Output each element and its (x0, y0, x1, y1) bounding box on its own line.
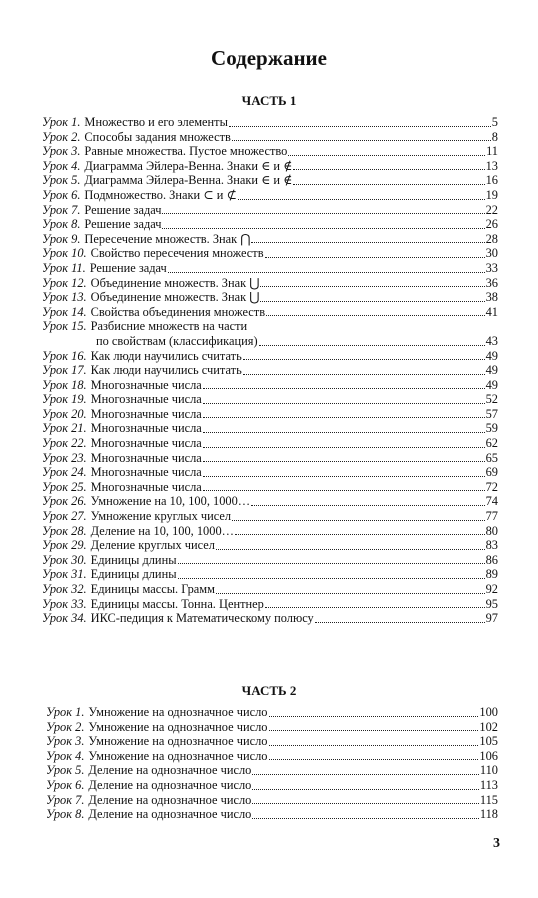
dot-leader (229, 125, 491, 127)
dot-leader (216, 592, 485, 594)
dot-leader (232, 139, 491, 141)
entry-page: 102 (479, 719, 498, 734)
lesson-number: Урок 30. (42, 552, 87, 567)
entry-page: 13 (485, 158, 498, 173)
entry-title: Многозначные числа (90, 450, 202, 465)
lesson-number: Урок 2. (46, 719, 85, 734)
lesson-number: Урок 2. (42, 129, 81, 144)
toc-entry (42, 319, 498, 334)
toc-entry (42, 378, 498, 393)
dot-leader (252, 788, 479, 790)
lesson-number: Урок 27. (42, 509, 87, 524)
entry-page: 49 (485, 377, 498, 392)
dot-leader (203, 475, 485, 477)
entry-page: 62 (485, 436, 498, 451)
entry-title: Многозначные числа (90, 465, 202, 480)
entry-page: 86 (485, 552, 498, 567)
toc-entry (42, 611, 498, 626)
toc-entry (42, 232, 498, 247)
entry-page: 59 (485, 421, 498, 436)
entry-title: Деление на 10, 100, 1000… (90, 523, 235, 538)
toc-entry (42, 567, 498, 582)
dot-leader (265, 256, 485, 258)
entry-title: Диаграмма Эйлера-Венна. Знаки ∈ и ∉ (84, 173, 293, 188)
entry-page: 80 (485, 523, 498, 538)
toc-entry (42, 524, 498, 539)
dot-leader (203, 402, 485, 404)
entry-title: ИКС-педиция к Математическому полюсу (90, 611, 314, 626)
entry-page: 77 (485, 509, 498, 524)
lesson-number: Урок 33. (42, 596, 87, 611)
entry-title: Решение задач (84, 202, 162, 217)
lesson-number: Урок 25. (42, 479, 87, 494)
dot-leader (315, 621, 485, 623)
entry-title: Деление на однозначное число (88, 792, 252, 807)
toc-entry (42, 290, 498, 305)
entry-page: 115 (479, 792, 498, 807)
lesson-number: Урок 19. (42, 392, 87, 407)
entry-page: 106 (479, 748, 498, 763)
entry-page: 52 (485, 392, 498, 407)
part-1-heading: ЧАСТЬ 1 (241, 93, 297, 108)
toc-entry (42, 465, 498, 480)
entry-title-continuation: по свойствам (классификация) (96, 333, 258, 348)
dot-leader (235, 533, 485, 535)
entry-title: Свойство пересечения множеств (90, 246, 264, 261)
entry-page: 11 (486, 144, 498, 159)
lesson-number: Урок 31. (42, 567, 87, 582)
dot-leader (216, 548, 485, 550)
dot-leader (288, 154, 485, 156)
entry-page: 41 (485, 304, 498, 319)
entry-page: 28 (485, 231, 498, 246)
dot-leader (269, 715, 479, 717)
toc-entry (42, 159, 498, 174)
toc-entry (46, 807, 498, 822)
lesson-number: Урок 20. (42, 406, 87, 421)
lesson-number: Урок 29. (42, 538, 87, 553)
toc-entry (42, 144, 498, 159)
lesson-number: Урок 28. (42, 523, 87, 538)
dot-leader (251, 504, 484, 506)
entry-title: Единицы длины (90, 567, 177, 582)
toc-entry (42, 582, 498, 597)
lesson-number: Урок 13. (42, 290, 87, 305)
toc-entry (42, 392, 498, 407)
entry-title: Объединение множеств. Знак ⋃ (90, 275, 260, 290)
toc-entry (42, 421, 498, 436)
dot-leader (203, 489, 485, 491)
entry-title: Способы задания множеств (84, 129, 231, 144)
toc-entry (42, 305, 498, 320)
lesson-number: Урок 9. (42, 231, 81, 246)
entry-title: Деление на однозначное число (88, 807, 252, 822)
page-title: Содержание (211, 46, 327, 70)
part-2-heading: ЧАСТЬ 2 (241, 683, 297, 698)
dot-leader (252, 773, 479, 775)
toc-entry (46, 720, 498, 735)
lesson-number: Урок 12. (42, 275, 87, 290)
toc-entry (46, 705, 498, 720)
toc-entry (42, 188, 498, 203)
dot-leader (162, 227, 484, 229)
lesson-number: Урок 3. (42, 144, 81, 159)
lesson-number: Урок 16. (42, 348, 87, 363)
dot-leader (162, 212, 484, 214)
entry-title: Подмножество. Знаки ⊂ и ⊄ (84, 187, 237, 202)
entry-page: 26 (485, 217, 498, 232)
lesson-number: Урок 21. (42, 421, 87, 436)
dot-leader (203, 431, 485, 433)
entry-title: Умножение на 10, 100, 1000… (90, 494, 251, 509)
entry-title: Пересечение множеств. Знак ⋂ (84, 231, 251, 246)
page-number: 3 (493, 836, 500, 851)
lesson-number: Урок 1. (46, 705, 85, 719)
toc-entry-continuation (42, 334, 498, 349)
entry-title: Как люди научились считать (90, 348, 242, 363)
entry-page: 69 (485, 465, 498, 480)
dot-leader (269, 729, 479, 731)
toc-entry (46, 749, 498, 764)
toc-entry (42, 451, 498, 466)
entry-page: 95 (485, 596, 498, 611)
dot-leader (232, 519, 484, 521)
dot-leader (203, 446, 485, 448)
toc-entry (42, 509, 498, 524)
lesson-number: Урок 11. (42, 260, 86, 275)
toc-entry (42, 115, 498, 130)
entry-title: Умножение на однозначное число (88, 705, 268, 719)
entry-page: 8 (491, 129, 498, 144)
entry-page: 97 (485, 611, 498, 626)
entry-page: 92 (485, 582, 498, 596)
entry-page: 5 (491, 115, 498, 129)
lesson-number: Урок 24. (42, 465, 87, 480)
entry-title: Единицы длины (90, 552, 177, 567)
entry-page: 22 (485, 202, 498, 217)
dot-leader (243, 373, 485, 375)
entry-title: Умножение круглых чисел (90, 509, 232, 524)
entry-page: 65 (485, 450, 498, 465)
dot-leader (265, 606, 485, 608)
entry-page: 74 (485, 494, 498, 509)
lesson-number: Урок 6. (42, 187, 81, 202)
toc-entry (42, 217, 498, 232)
entry-title: Объединение множеств. Знак ⋃ (90, 290, 260, 305)
dot-leader (259, 344, 485, 346)
entry-page: 83 (485, 538, 498, 553)
dot-leader (238, 198, 485, 200)
dot-leader (293, 183, 484, 185)
entry-title: Решение задач (89, 260, 167, 275)
dot-leader (266, 314, 485, 316)
entry-title: Умножение на однозначное число (88, 748, 268, 763)
lesson-number: Урок 10. (42, 246, 87, 261)
entry-page: 100 (479, 705, 498, 719)
toc-entry (42, 597, 498, 612)
dot-leader (269, 744, 479, 746)
toc-part-1 (42, 115, 498, 626)
lesson-number: Урок 8. (42, 217, 81, 232)
dot-leader (203, 416, 485, 418)
lesson-number: Урок 32. (42, 582, 87, 596)
dot-leader (252, 802, 479, 804)
toc-entry (42, 246, 498, 261)
lesson-number: Урок 5. (46, 763, 85, 778)
lesson-number: Урок 8. (46, 807, 85, 822)
entry-title: Многозначные числа (90, 479, 202, 494)
entry-title: Умножение на однозначное число (88, 719, 268, 734)
entry-page: 43 (485, 333, 498, 348)
toc-entry (42, 261, 498, 276)
entry-page: 110 (479, 763, 498, 778)
entry-page: 49 (485, 348, 498, 363)
entry-title: Диаграмма Эйлера-Венна. Знаки ∈ и ∉ (84, 158, 293, 173)
entry-title: Деление на однозначное число (88, 777, 252, 792)
toc-entry (46, 734, 498, 749)
entry-page: 33 (485, 260, 498, 275)
toc-entry (46, 778, 498, 793)
dot-leader (260, 285, 484, 287)
lesson-number: Урок 5. (42, 173, 81, 188)
toc-entry (46, 763, 498, 778)
lesson-number: Урок 22. (42, 436, 87, 451)
dot-leader (178, 577, 485, 579)
entry-page: 105 (479, 734, 498, 749)
lesson-number: Урок 4. (42, 158, 81, 173)
entry-page: 118 (479, 807, 498, 822)
lesson-number: Урок 14. (42, 304, 87, 319)
dot-leader (203, 460, 485, 462)
dot-leader (260, 300, 484, 302)
lesson-number: Урок 7. (42, 202, 81, 217)
entry-title: Как люди научились считать (90, 363, 242, 378)
lesson-number: Урок 4. (46, 748, 85, 763)
dot-leader (168, 271, 485, 273)
lesson-number: Урок 34. (42, 611, 87, 626)
toc-entry (42, 480, 498, 495)
lesson-number: Урок 3. (46, 734, 85, 749)
entry-page: 16 (485, 173, 498, 188)
toc-entry (42, 203, 498, 218)
toc-entry (42, 349, 498, 364)
dot-leader (178, 562, 485, 564)
lesson-number: Урок 23. (42, 450, 87, 465)
lesson-number: Урок 18. (42, 377, 87, 392)
entry-title: Разбисние множеств на части (90, 319, 248, 334)
entry-page: 36 (485, 275, 498, 290)
entry-page: 30 (485, 246, 498, 261)
dot-leader (243, 358, 485, 360)
entry-page: 72 (485, 479, 498, 494)
lesson-number: Урок 17. (42, 363, 87, 378)
lesson-number: Урок 6. (46, 777, 85, 792)
entry-title: Многозначные числа (90, 377, 202, 392)
entry-title: Многозначные числа (90, 436, 202, 451)
dot-leader (252, 817, 479, 819)
entry-title: Умножение на однозначное число (88, 734, 268, 749)
toc-entry (42, 276, 498, 291)
entry-title: Многозначные числа (90, 406, 202, 421)
lesson-number: Урок 15. (42, 319, 87, 334)
toc-entry (42, 436, 498, 451)
entry-title: Единицы массы. Тонна. Центнер (90, 596, 264, 611)
toc-entry (42, 407, 498, 422)
toc-entry (42, 363, 498, 378)
entry-title: Многозначные числа (90, 421, 202, 436)
entry-title: Свойства объединения множеств (90, 304, 266, 319)
dot-leader (269, 758, 479, 760)
lesson-number: Урок 7. (46, 792, 85, 807)
entry-title: Деление на однозначное число (88, 763, 252, 778)
lesson-number: Урок 26. (42, 494, 87, 509)
entry-title: Многозначные числа (90, 392, 202, 407)
entry-title: Равные множества. Пустое множество (84, 144, 288, 159)
entry-title: Решение задач (84, 217, 162, 232)
toc-part-2 (46, 705, 498, 822)
entry-title: Множество и его элементы (84, 115, 228, 129)
dot-leader (293, 168, 484, 170)
lesson-number: Урок 1. (42, 115, 81, 129)
toc-entry (42, 538, 498, 553)
entry-page: 19 (485, 187, 498, 202)
entry-page: 49 (485, 363, 498, 378)
entry-page: 89 (485, 567, 498, 582)
toc-entry (42, 173, 498, 188)
dot-leader (251, 241, 484, 243)
toc-entry (46, 793, 498, 808)
entry-page: 38 (485, 290, 498, 305)
entry-page: 57 (485, 406, 498, 421)
entry-page: 113 (479, 777, 498, 792)
toc-entry (42, 553, 498, 568)
toc-entry (42, 494, 498, 509)
entry-title: Единицы массы. Грамм (90, 582, 215, 596)
toc-entry (42, 130, 498, 145)
entry-title: Деление круглых чисел (90, 538, 215, 553)
dot-leader (203, 387, 485, 389)
